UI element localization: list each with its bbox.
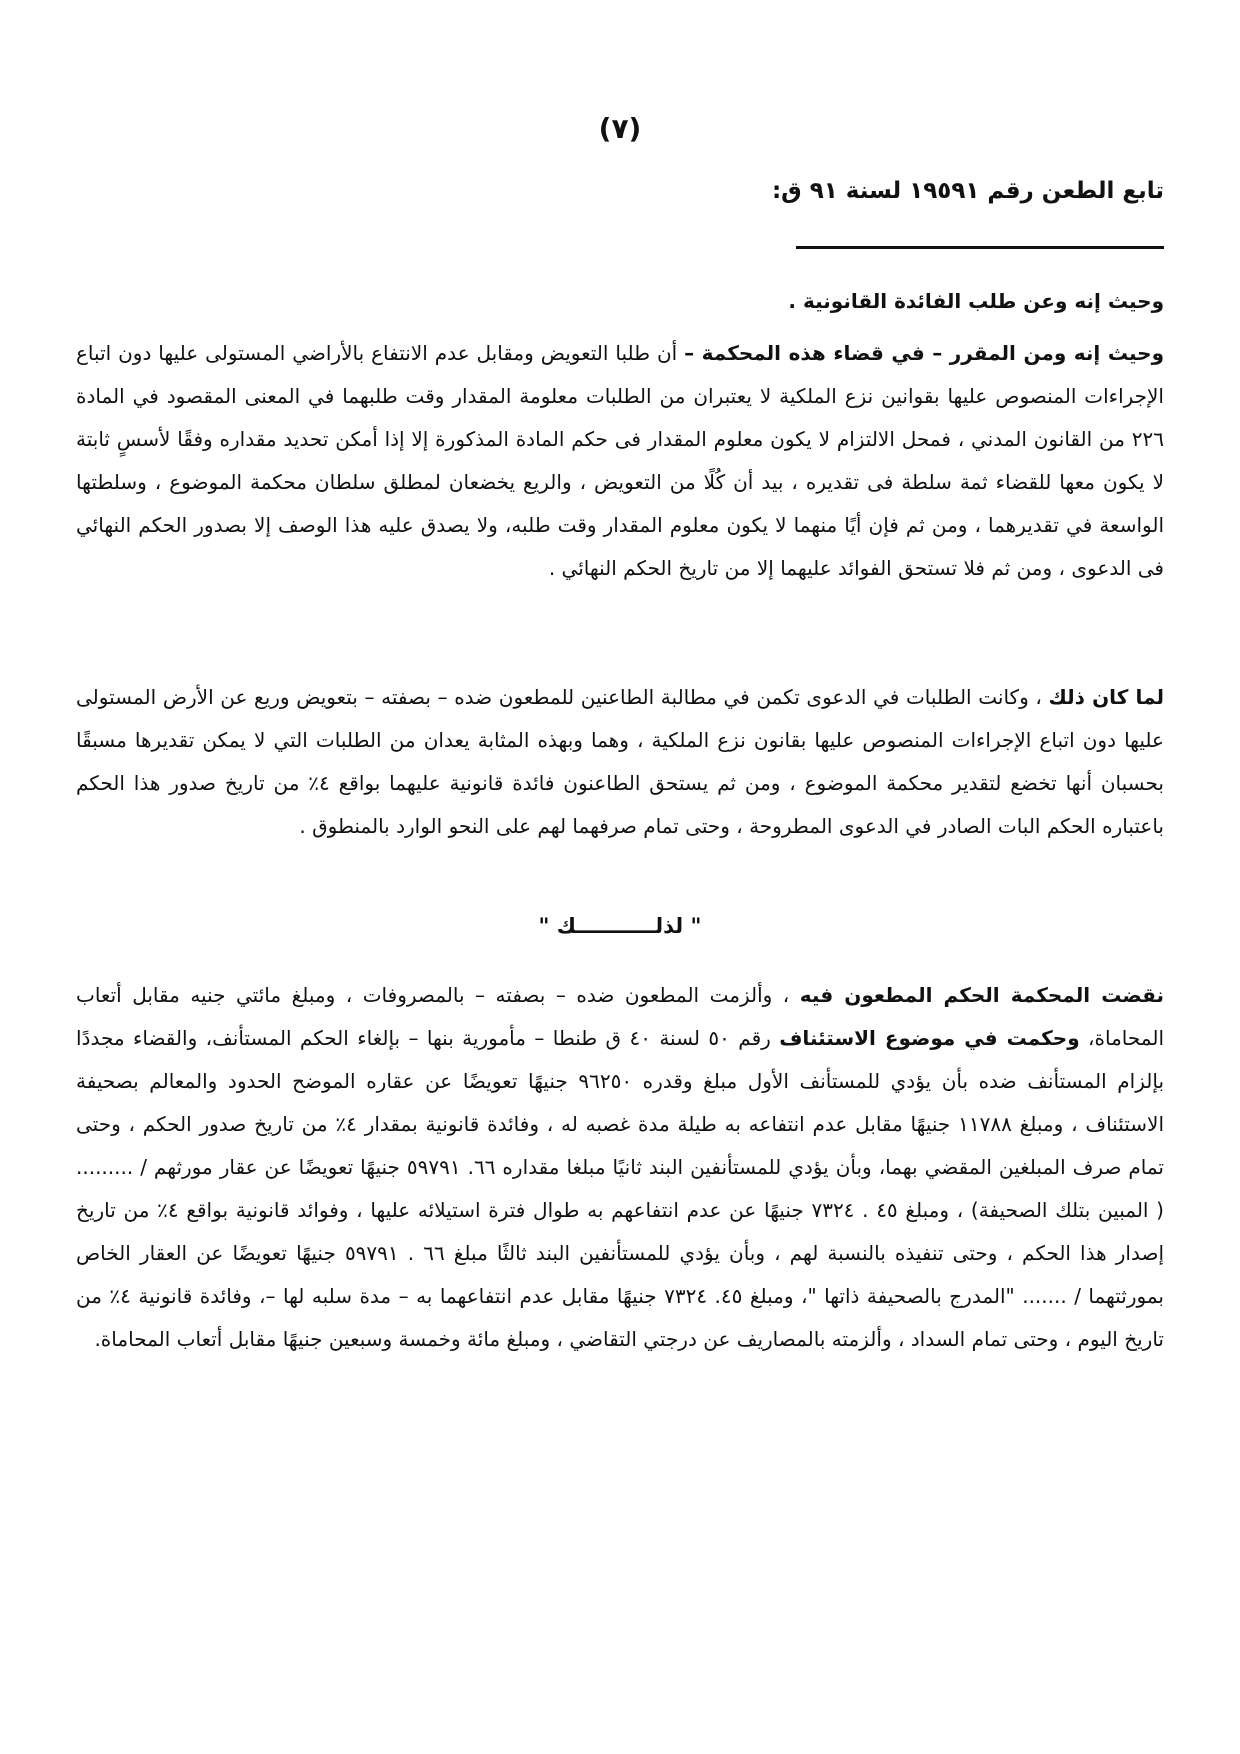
paragraph-3-text-2: رقم ٥٠ لسنة ٤٠ ق طنطا – مأمورية بنها – بإلغاء الحكم المستأنف، والقضاء مجددًا بإلزام المستأنف ضده بأن يؤدي للمستأنف الأول مبلغ وقدره ٩٦٢٥٠ جنيهًا تعويضًا عن عقاره الموضح الحدود والمعالم بصحيفة الاستئناف ، ومبلغ ١١٧٨٨ جنيهًا مقابل عدم انتفاعه به طيلة مدة غصبه له ، وفائدة قانونية بمقدار ٤٪ من تاريخ صدور الحكم ، وحتى تمام صرف المبلغين المقضي بهما، وبأن يؤدي للمستأنفين البند ثانيًا مبلغا مقداره ٦٦. ٥٩٧٩١ جنيهًا تعويضًا عن عقار مورثهم / ......... ( المبين بتلك الصحيفة) ، ومبلغ ٤٥ . ٧٣٢٤ جنيهًا عن عدم انتفاعهم به طوال فترة استيلائه عليها ، وفوائد قانونية بواقع ٤٪ من تاريخ إصدار هذا الحكم ، وحتى تنفيذه بالنسبة لهم ، وبأن يؤدي للمستأنفين البند ثالثًا مبلغ ٦٦ . ٥٩٧٩١ جنيهًا تعويضًا عن العقار الخاص بمورثتهما / ....... "المدرج بالصحيفة ذاتها "، ومبلغ ٤٥. ٧٣٢٤ جنيهًا مقابل عدم انتفاعهما به – مدة سلبه لها –، وفائدة قانونية ٤٪ من تاريخ اليوم ، وحتى تمام السداد ، وألزمته بالمصاريف عن درجتي التقاضي ، ومبلغ مائة وخمسة وسبعين جنيهًا مقابل أتعاب المحاماة. <box>76 1026 1165 1351</box>
heading-divider <box>796 246 1164 249</box>
section-heading: وحيث إنه وعن طلب الفائدة القانونية . <box>788 289 1164 313</box>
paragraph-3-text-1: ، وألزمت المطعون ضده – بصفته – بالمصروفات ، ومبلغ مائتي جنيه مقابل أتعاب المحاماة، <box>76 983 1164 1050</box>
document-page <box>76 0 1164 1754</box>
paragraph-1-lead: وحيث إنه ومن المقرر – في قضاء هذه المحكمة – <box>684 341 1164 365</box>
paragraph-2-lead: لما كان ذلك <box>1048 685 1164 709</box>
case-heading: تابع الطعن رقم ١٩٥٩١ لسنة ٩١ ق: <box>771 178 1164 204</box>
verdict-heading: " لذلـــــــــــك " <box>538 914 702 938</box>
paragraph-verdict <box>76 974 1164 1361</box>
paragraph-3-mid-bold: وحكمت في موضوع الاستئناف <box>779 1026 1080 1050</box>
paragraph-2-text: ، وكانت الطلبات في الدعوى تكمن في مطالبة الطاعنين للمطعون ضده – بصفته – بتعويض وريع عن الأرض المستولى عليها دون اتباع الإجراءات المنصوص عليها بقانون نزع الملكية ، وهما وبهذه المثابة يعدان من الطلبات التي لا يمكن تقديرها مسبقًا بحسبان أنها تخضع لتقدير محكمة الموضوع ، ومن ثم يستحق الطاعنون فائدة قانونية عليهما بواقع ٤٪ من تاريخ صدور هذا الحكم باعتباره الحكم البات الصادر في الدعوى المطروحة ، وحتى تمام صرفهما لهم على النحو الوارد بالمنطوق . <box>76 685 1164 838</box>
paragraph-interest-principle <box>76 332 1164 590</box>
paragraph-3-lead: نقضت المحكمة الحكم المطعون فيه <box>799 983 1164 1007</box>
page-number: (٧) <box>598 112 642 145</box>
section-heading-block <box>76 280 1164 323</box>
paragraph-application <box>76 676 1164 848</box>
paragraph-1-text: أن طلبا التعويض ومقابل عدم الانتفاع بالأراضي المستولى عليها دون اتباع الإجراءات المنصوص عليها بقوانين نزع الملكية لا يعتبران من الطلبات معلومة المقدار وقت طلبهما في المعنى المقصود في المادة ٢٢٦ من القانون المدني ، فمحل الالتزام لا يكون معلوم المقدار فى حكم المادة المذكورة إلا إذا أمكن تحديد مقداره وفقًا لأسسٍ ثابتة لا يكون معها للقضاء ثمة سلطة فى تقديره ، بيد أن كُلًا من التعويض ، والريع يخضعان لمطلق سلطان محكمة الموضوع ، وسلطتها الواسعة في تقديرهما ، ومن ثم فإن أيًا منهما لا يكون معلوم المقدار وقت طلبه، ولا يصدق عليه هذا الوصف إلا بصدور الحكم النهائي فى الدعوى ، ومن ثم فلا تستحق الفوائد عليهما إلا من تاريخ الحكم النهائي . <box>76 341 1164 580</box>
